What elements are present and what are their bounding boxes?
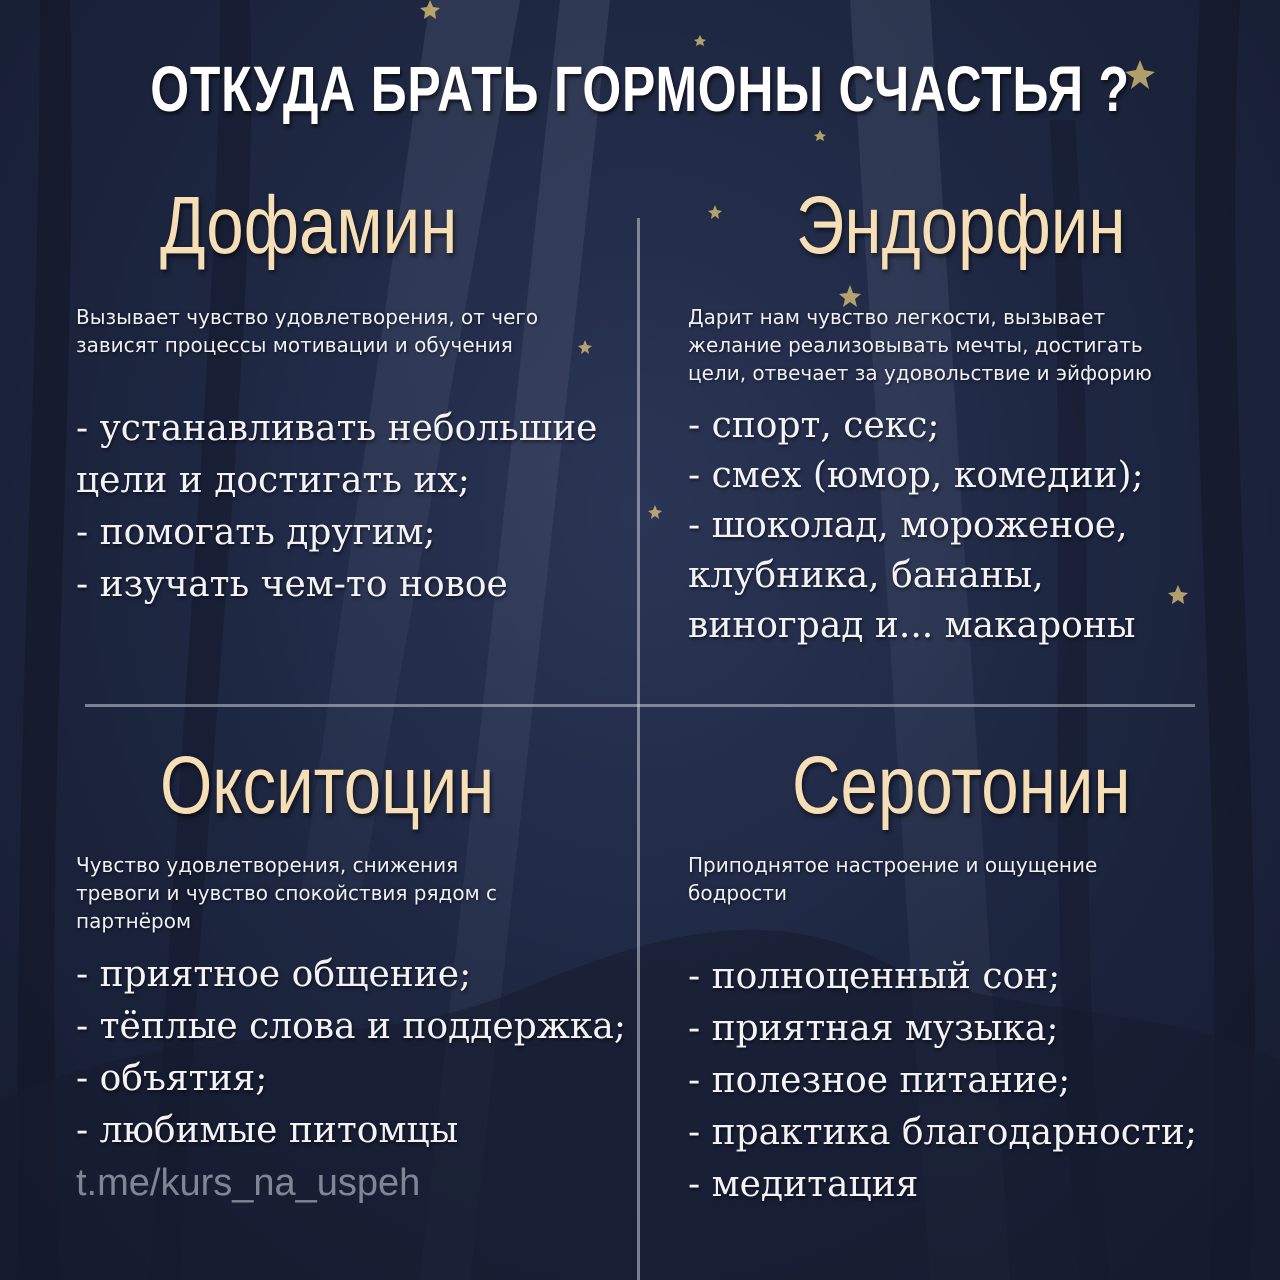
list-item: - полезное питание;: [688, 1060, 1071, 1101]
serotonin-section: [688, 740, 1258, 1211]
page-title: ОТКУДА БРАТЬ ГОРМОНЫ СЧАСТЬЯ ?: [150, 53, 1130, 125]
endorphin-section: [688, 180, 1258, 651]
list-item: - изучать чем-то новое: [76, 564, 508, 605]
list-item: - любимые питомцы: [76, 1110, 459, 1151]
list-item: - смех (юмор, комедии);: [688, 455, 1144, 496]
hormone-description: Дарит нам чувство легкости, вызывает желание реализовывать мечты, достигать цели, отвечает за удовольствие и эйфорию: [688, 305, 1152, 385]
list-item: - спорт, секс;: [688, 405, 940, 446]
list-item: - полноценный сон;: [688, 956, 1061, 997]
hormone-description: Вызывает чувство удовлетворения, от чего зависят процессы мотивации и обучения: [76, 305, 539, 357]
source-list: [76, 403, 626, 611]
hormone-name: Дофамин: [160, 180, 458, 271]
hormone-name: Эндорфин: [796, 180, 1126, 271]
oxytocin-section: [76, 740, 626, 1157]
vertical-divider: [637, 218, 640, 1280]
list-item: - помогать другим;: [76, 512, 436, 553]
list-item: - медитация: [688, 1164, 919, 1205]
list-item: - приятное общение;: [76, 954, 472, 995]
hormone-description: Приподнятое настроение и ощущение бодрости: [688, 853, 1098, 905]
source-list: [76, 949, 626, 1157]
list-item: - тёплые слова и поддержка;: [76, 1006, 626, 1047]
list-item: - устанавливать небольшие цели и достигать их;: [76, 408, 598, 501]
hormone-name: Окситоцин: [160, 740, 495, 831]
list-item: - шоколад, мороженое, клубника, бананы, виноград и... макароны: [688, 505, 1136, 646]
list-item: - приятная музыка;: [688, 1008, 1059, 1049]
source-list: [688, 951, 1258, 1211]
horizontal-divider: [85, 704, 1195, 707]
hormone-name: Серотонин: [792, 740, 1131, 831]
source-list: [688, 401, 1258, 651]
hormone-description: Чувство удовлетворения, снижения тревоги и чувство спокойствия рядом с партнёром: [76, 853, 498, 933]
list-item: - практика благодарности;: [688, 1112, 1198, 1153]
list-item: - объятия;: [76, 1058, 268, 1099]
dopamine-section: [76, 180, 626, 611]
channel-link-watermark: t.me/kurs_na_uspeh: [76, 1162, 421, 1204]
